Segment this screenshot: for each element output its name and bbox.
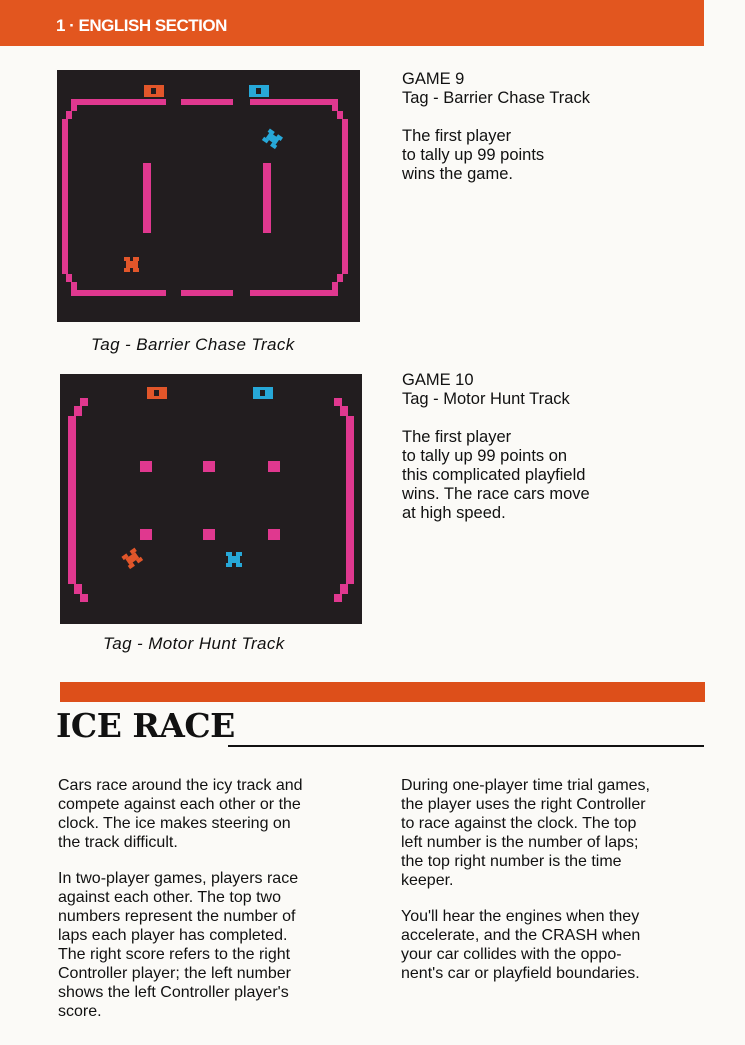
game-9-info bbox=[402, 70, 590, 184]
game-10-caption: Tag - Motor Hunt Track bbox=[103, 634, 285, 653]
barrier-walls bbox=[62, 99, 348, 296]
obstacle-block bbox=[268, 529, 280, 540]
bottom-center-wall bbox=[181, 290, 233, 296]
obstacle-block bbox=[203, 529, 215, 540]
blue-car-icon bbox=[262, 128, 283, 149]
bottom-right-wall bbox=[250, 290, 338, 296]
right-column bbox=[401, 776, 706, 1000]
game-9-title: Tag - Barrier Chase Track bbox=[402, 89, 590, 107]
game-10-screenshot bbox=[60, 374, 362, 624]
left-paragraph-1: Cars race around the icy track and compete against each other or the clock. The ice makes steering on the track difficult. bbox=[58, 777, 303, 851]
game-9-description: The first player to tally up 99 points wins the game. bbox=[402, 127, 545, 183]
right-barrier bbox=[263, 163, 271, 233]
top-center-wall bbox=[181, 99, 233, 105]
section-divider-bar bbox=[60, 682, 705, 702]
obstacle-blocks bbox=[140, 461, 280, 540]
top-right-wall bbox=[250, 99, 338, 105]
section-header-label: 1 · ENGLISH SECTION bbox=[56, 16, 227, 35]
blue-car-icon bbox=[226, 552, 242, 567]
section-title: ICE RACE bbox=[56, 706, 235, 745]
boundary-walls bbox=[68, 398, 354, 602]
obstacle-block bbox=[140, 529, 152, 540]
game-10-description: The first player to tally up 99 points on this complicated playfield wins. The race cars move at high speed. bbox=[402, 428, 590, 522]
motor-hunt-track-playfield bbox=[60, 374, 362, 624]
obstacle-block bbox=[140, 461, 152, 472]
game-9-number: GAME 9 bbox=[402, 70, 465, 88]
bottom-left-wall bbox=[71, 290, 166, 296]
game-10-number: GAME 10 bbox=[402, 371, 474, 389]
obstacle-block bbox=[203, 461, 215, 472]
right-paragraph-2: You'll hear the engines when they accelerate, and the CRASH when your car collides with the oppo- nent's car or playfield boundaries. bbox=[401, 908, 641, 982]
top-left-wall bbox=[71, 99, 166, 105]
right-paragraph-1: During one-player time trial games, the player uses the right Controller to race against the clock. The top left number is the number of laps; the top right number is the time keeper. bbox=[401, 777, 650, 889]
left-barrier bbox=[143, 163, 151, 233]
game-10-title: Tag - Motor Hunt Track bbox=[402, 390, 570, 408]
game-9-caption: Tag - Barrier Chase Track bbox=[91, 335, 295, 354]
obstacle-block bbox=[268, 461, 280, 472]
left-paragraph-2: In two-player games, players race against each other. The top two numbers represent the number of laps each player has completed. The right score refers to the right Controller player; the left number shows the left Controller player's score. bbox=[58, 870, 299, 1020]
section-title-rule bbox=[228, 745, 704, 747]
orange-car-icon bbox=[124, 257, 139, 272]
game-10-info bbox=[402, 371, 590, 523]
orange-car-icon bbox=[121, 548, 143, 569]
game-9-screenshot bbox=[57, 70, 360, 322]
left-column bbox=[58, 776, 363, 1038]
barrier-chase-track-playfield bbox=[57, 70, 360, 322]
